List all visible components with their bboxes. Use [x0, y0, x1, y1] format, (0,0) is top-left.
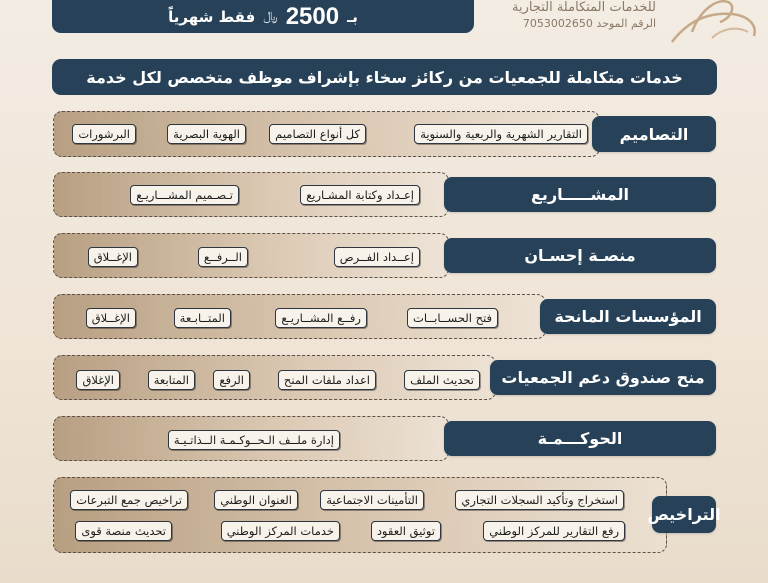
category-licenses: التراخيص	[652, 496, 716, 533]
service-chip: التقارير الشهرية والربعية والسنوية	[414, 124, 588, 144]
service-chip: فتح الحســابــات	[407, 308, 498, 328]
service-chip: إعــداد الفــرص	[334, 247, 420, 267]
price-amount: 2500	[285, 2, 340, 30]
service-chip: المتــابـعة	[174, 308, 231, 328]
price-prefix: بـ	[347, 7, 358, 26]
service-chip: توثيق العقود	[371, 521, 441, 541]
service-chip: الإغلاق	[76, 370, 120, 390]
company-phone: الرقم الموحد 7053002650	[522, 17, 656, 30]
company-name: للخدمات المتكاملة التجارية	[511, 0, 656, 15]
services-box-licenses	[53, 477, 667, 553]
service-chip: المتابعة	[148, 370, 195, 390]
service-chip: رفــع المشــاريـع	[275, 308, 367, 328]
subtitle-bar: خدمات متكاملة للجمعيات من ركائز سخاء بإشراف موظف متخصص لكل خدمة	[52, 59, 717, 95]
service-chip: العنوان الوطني	[214, 490, 298, 510]
service-chip: تـصـميم المشـــاريـع	[130, 185, 239, 205]
service-chip: إدارة ملــف الـحــوكـمـة الــذاتـيـة	[168, 430, 340, 450]
service-chip: الإغــلاق	[88, 247, 138, 267]
company-logo	[662, 0, 762, 48]
service-chip: الإغــلاق	[86, 308, 136, 328]
service-chip: الــرفــع	[198, 247, 248, 267]
service-chip: البرشورات	[72, 124, 136, 144]
category-fund: منح صندوق دعم الجمعيات	[490, 360, 716, 395]
company-info	[486, 0, 656, 32]
service-chip: تحديث منصة قوى	[75, 521, 172, 541]
service-chip: استخراج وتأكيد السجلات التجاري	[455, 490, 624, 510]
service-chip: كل أنواع التصاميم	[269, 124, 366, 144]
category-projects: المشـــــاريع	[444, 177, 716, 212]
price-suffix: فقط شهرياً	[168, 7, 256, 26]
service-chip: رفع التقارير للمركز الوطني	[483, 521, 625, 541]
category-donors: المؤسسات المانحة	[540, 299, 716, 334]
service-chip: اعداد ملفات المنح	[278, 370, 376, 390]
price-banner	[52, 0, 474, 33]
service-chip: الهوية البصرية	[167, 124, 246, 144]
service-chip: تحديث الملف	[404, 370, 480, 390]
category-governance: الحوكـــمـة	[444, 421, 716, 456]
service-chip: إعـداد وكتابة المشـاريع	[300, 185, 420, 205]
category-designs: التصاميم	[592, 116, 716, 152]
category-ehsan: منصـة إحسـان	[444, 238, 716, 273]
service-chip: تراخيص جمع التبرعات	[70, 490, 188, 510]
currency-symbol: ﷼	[263, 9, 278, 24]
service-chip: الرفع	[213, 370, 250, 390]
service-chip: خدمات المركز الوطني	[221, 521, 340, 541]
service-chip: التأمينات الاجتماعية	[320, 490, 424, 510]
